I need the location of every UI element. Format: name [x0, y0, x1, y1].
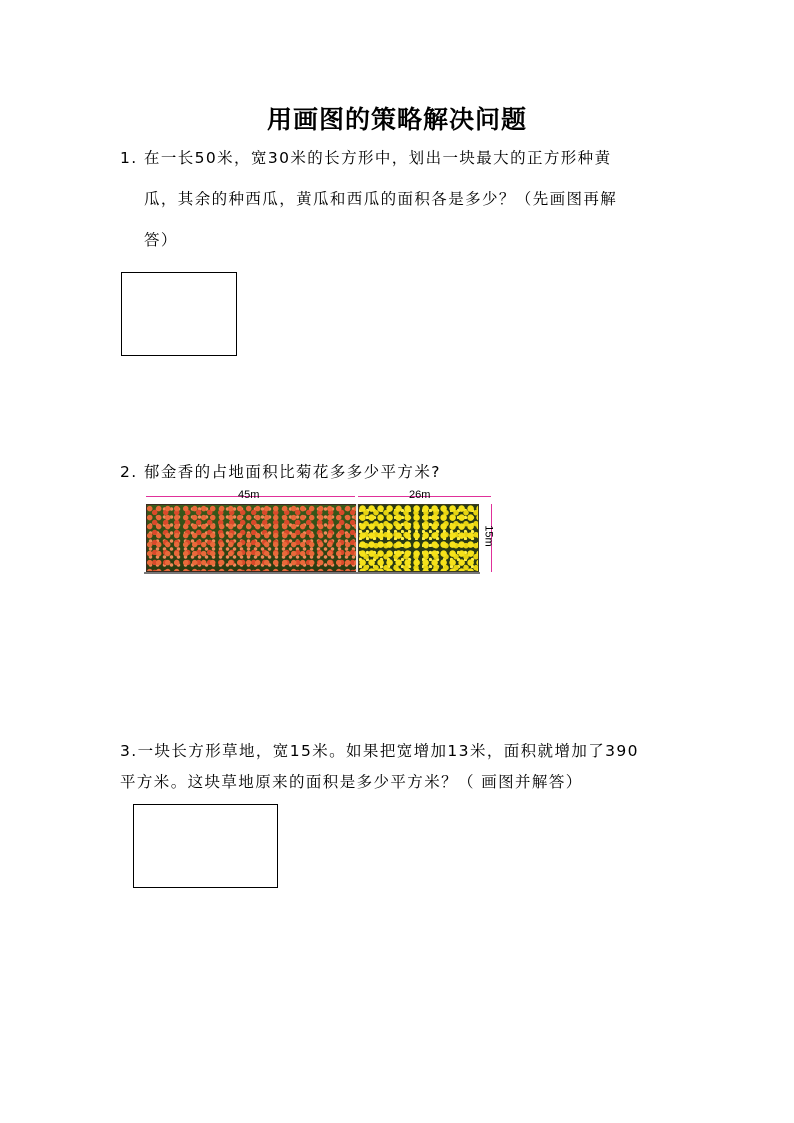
question-1-line1: 在一长50米，宽30米的长方形中，划出一块最大的正方形种黄 [143, 149, 612, 167]
question-2-text: 郁金香的占地面积比菊花多多少平方米? [143, 463, 441, 481]
question-1-line3: 答） [144, 231, 178, 249]
tulip-length-label: 45m [238, 489, 260, 501]
chrysanthemum-field-image [358, 504, 479, 572]
question-1-drawing-box [121, 272, 237, 356]
mum-length-label: 26m [409, 489, 431, 501]
width-label: 15m [482, 525, 495, 547]
field-bottom-edge [144, 572, 480, 574]
question-3-number: 3. [120, 742, 138, 760]
question-3-line1: 一块长方形草地，宽15米。如果把宽增加13米，面积就增加了390 [137, 742, 639, 760]
question-2-number: 2. [120, 463, 138, 481]
question-1 [120, 138, 680, 261]
flower-bed-figure [140, 486, 500, 582]
question-3 [120, 736, 690, 798]
question-3-line2: 平方米。这块草地原来的面积是多少平方米？（ 画图并解答） [120, 773, 583, 791]
question-1-line2: 瓜，其余的种西瓜，黄瓜和西瓜的面积各是多少？（先画图再解 [144, 190, 618, 208]
tulip-field-image [146, 504, 357, 572]
page-title: 用画图的策略解决问题 [266, 105, 527, 134]
question-3-drawing-box [133, 804, 278, 888]
question-1-number: 1. [120, 149, 138, 167]
